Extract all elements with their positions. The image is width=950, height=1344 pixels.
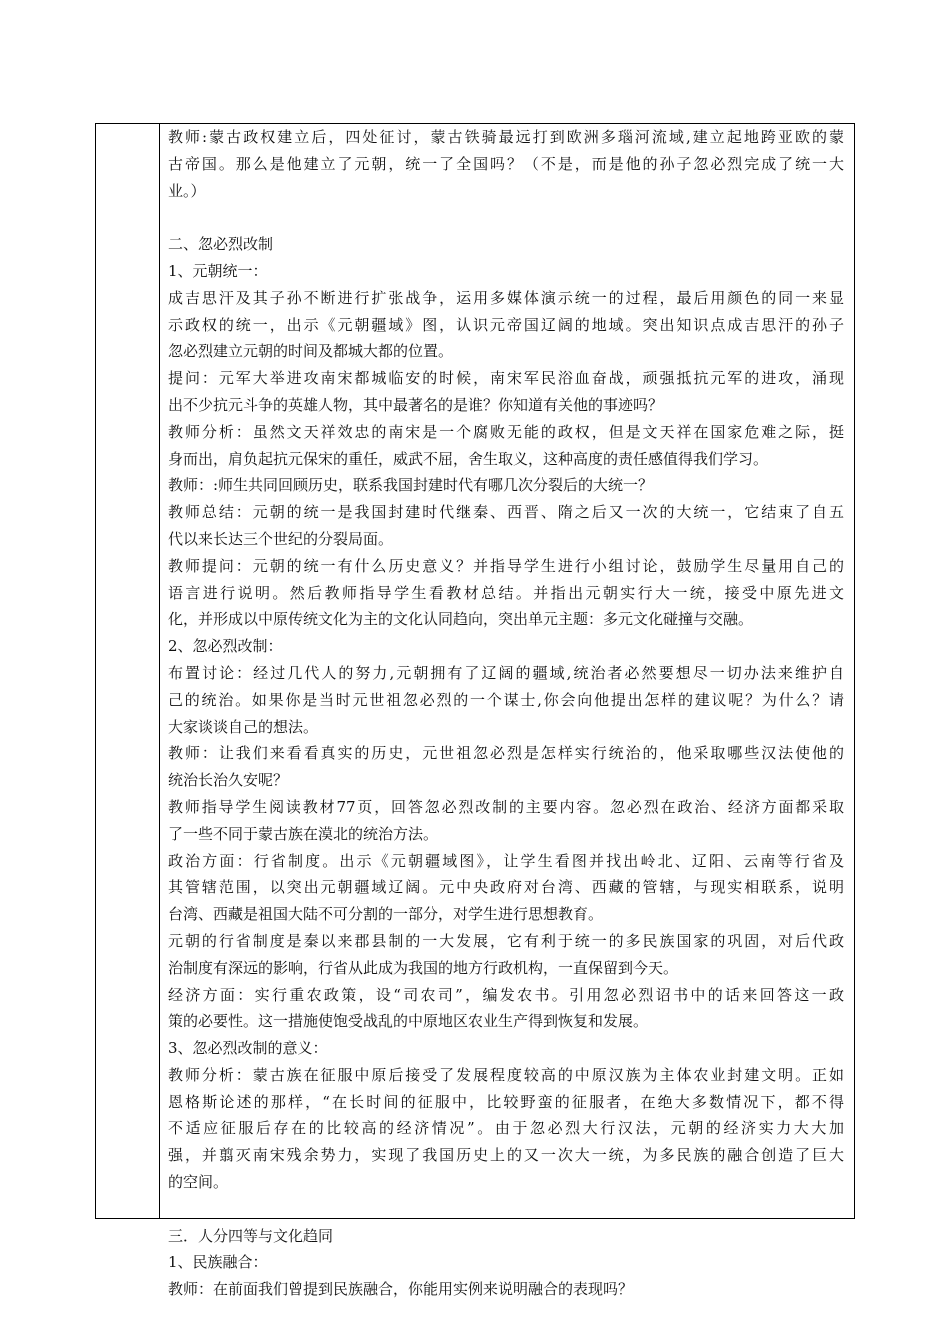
text-line: 教师指导学生阅读教材77页，回答忽必烈改制的主要内容。忽必烈在政治、经济方面都采取	[168, 797, 844, 816]
text-line: 示政权的统一，出示《元朝疆域》图，认识元帝国辽阔的地域。突出知识点成吉思汗的孙子	[168, 315, 844, 334]
lesson-table	[95, 123, 855, 1299]
text-line: 了一些不同于蒙古族在漠北的统治方法。	[168, 824, 439, 843]
text-line: 治制度有深远的影响，行省从此成为我国的地方行政机构，一直保留到今天。	[168, 958, 679, 977]
text-line: 教师分析：虽然文天祥效忠的南宋是一个腐败无能的政权，但是文天祥在国家危难之际，挺	[168, 422, 844, 441]
text-line: 己的统治。如果你是当时元世祖忽必烈的一个谋士,你会向他提出怎样的建议呢？为什么？请	[168, 690, 844, 709]
text-line: 二、忽必烈改制	[168, 235, 274, 254]
text-line: 身而出，肩负起抗元保宋的重任，威武不屈，舍生取义，这种高度的责任感值得我们学习。	[168, 449, 769, 468]
label-column	[96, 124, 160, 1218]
text-line: 台湾、西藏是祖国大陆不可分割的一部分，对学生进行思想教育。	[168, 905, 604, 924]
lesson-content-cell	[160, 124, 854, 1299]
text-line: 教师分析：蒙古族在征服中原后接受了发展程度较高的中原汉族为主体农业封建文明。正如	[168, 1065, 844, 1084]
text-line: 其管辖范围，以突出元朝疆域辽阔。元中央政府对台湾、西藏的管辖，与现实相联系，说明	[168, 878, 844, 897]
text-line: 语言进行说明。然后教师指导学生看教材总结。并指出元朝实行大一统，接受中原先进文	[168, 583, 844, 602]
text-line: 政治方面：行省制度。出示《元朝疆域图》，让学生看图并找出岭北、辽阳、云南等行省及	[168, 851, 844, 870]
text-line: 不适应征服后存在的比较高的经济情况”。由于忽必烈大行汉法，元朝的经济实力大大加	[168, 1119, 844, 1138]
text-line: 恩格斯论述的那样，“在长时间的征服中，比较野蛮的征服者，在绝大多数情况下，都不得	[168, 1092, 844, 1111]
text-line: 代以来长达三个世纪的分裂局面。	[168, 529, 394, 548]
text-line: 教师：在前面我们曾提到民族融合，你能用实例来说明融合的表现吗？	[168, 1280, 634, 1299]
text-line: 提问：元军大举进攻南宋都城临安的时候，南宋军民浴血奋战，顽强抵抗元军的进攻，涌现	[168, 369, 844, 388]
text-line: 经济方面：实行重农政策，设“司农司”，编发农书。引用忽必烈诏书中的话来回答这一政	[168, 985, 844, 1004]
text-line: 1、民族融合：	[168, 1253, 268, 1272]
text-line: 业。）	[168, 181, 206, 200]
text-line: 1、元朝统一：	[168, 261, 268, 280]
text-line: 统治长治久安呢？	[168, 771, 289, 790]
text-line: 2、忽必烈改制：	[168, 637, 283, 656]
text-line: 强，并翦灭南宋残余势力，实现了我国历史上的又一次大一统，为多民族的融合创造了巨大	[168, 1146, 844, 1165]
text-line: 大家谈谈自己的想法。	[168, 717, 319, 736]
text-line: 布置讨论：经过几代人的努力,元朝拥有了辽阔的疆域,统治者必然要想尽一切办法来维护自	[168, 663, 844, 682]
text-line: 化，并形成以中原传统文化为主的文化认同趋向，突出单元主题：多元文化碰撞与交融。	[168, 610, 754, 629]
text-line: 教师总结：元朝的统一是我国封建时代继秦、西晋、隋之后又一次的大统一，它结束了自五	[168, 503, 844, 522]
text-line: 3、忽必烈改制的意义：	[168, 1039, 328, 1058]
text-line: 教师：让我们来看看真实的历史，元世祖忽必烈是怎样实行统治的，他采取哪些汉法使他的	[168, 744, 844, 763]
text-line: 出不少抗元斗争的英雄人物，其中最著名的是谁？你知道有关他的事迹吗？	[168, 395, 664, 414]
blank-line	[168, 1196, 844, 1223]
blank-line	[168, 204, 844, 231]
text-line: 成吉思汗及其子孙不断进行扩张战争，运用多媒体演示统一的过程，最后用颜色的同一来显	[168, 288, 844, 307]
text-line: 教师:蒙古政权建立后，四处征讨，蒙古铁骑最远打到欧洲多瑙河流域,建立起地跨亚欧的蒙	[168, 128, 844, 146]
text-line: 古帝国。那么是他建立了元朝，统一了全国吗？（不是，而是他的孙子忽必烈完成了统一大	[168, 154, 844, 173]
text-line: 元朝的行省制度是秦以来郡县制的一大发展，它有利于统一的多民族国家的巩固，对后代政	[168, 931, 844, 950]
text-line: 忽必烈建立元朝的时间及都城大都的位置。	[168, 342, 454, 361]
text-line: 的空间。	[168, 1173, 229, 1192]
text-line: 策的必要性。这一措施使饱受战乱的中原地区农业生产得到恢复和发展。	[168, 1012, 649, 1031]
text-line: 三．人分四等与文化趋同	[168, 1226, 334, 1245]
text-line: 教师提问：元朝的统一有什么历史意义？并指导学生进行小组讨论，鼓励学生尽量用自己的	[168, 556, 844, 575]
text-line: 教师：:师生共同回顾历史，联系我国封建时代有哪几次分裂后的大统一？	[168, 476, 654, 495]
